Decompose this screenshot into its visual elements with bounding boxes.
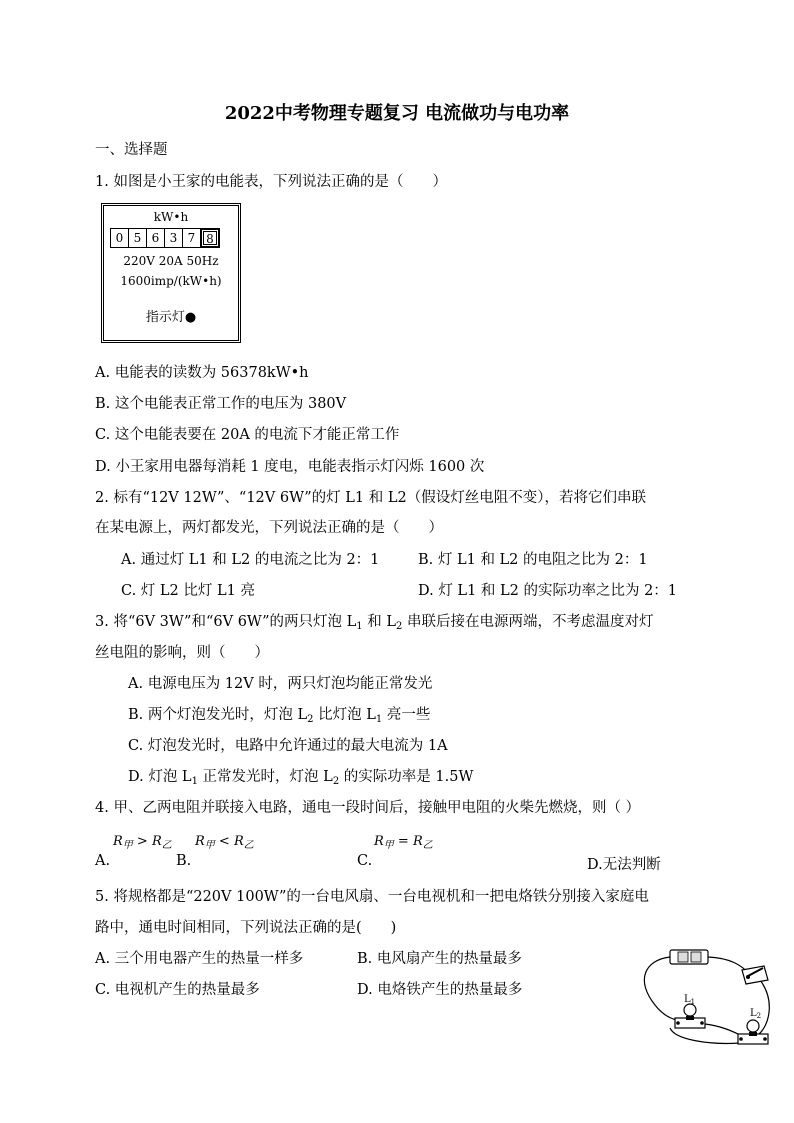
q2-stem-line1: 2. 标有“12V 12W”、“12V 6W”的灯 L1 和 L2（假设灯丝电阻不变），若将它们串联 (95, 490, 646, 506)
electric-meter-figure (101, 203, 241, 343)
section-heading: 一、选择题 (95, 142, 168, 158)
label-part: L (684, 994, 691, 1005)
q3-option-part: 的实际功率是 1.5W (339, 769, 474, 785)
meter-spec-constant: 1600imp/(kW•h) (120, 274, 222, 288)
subscript: 2 (307, 714, 314, 725)
q3-option-c: C. 灯泡发光时，电路中允许通过的最大电流为 1A (128, 738, 448, 754)
q1-option-d: D. 小王家用电器每消耗 1 度电，电能表指示灯闪烁 1600 次 (95, 459, 485, 475)
q3-option-b (128, 703, 430, 725)
lamp-l2-label (750, 1008, 761, 1020)
q4-option-b: B. (176, 853, 192, 869)
q3-option-part: 亮一些 (382, 707, 431, 723)
subscript: 乙 (243, 840, 254, 851)
q4-option-a: A. (95, 853, 111, 869)
q5-stem-line2: 路中，通电时间相同，下列说法正确的是( ) (95, 920, 397, 936)
q3-option-part: 比灯泡 L (313, 707, 376, 723)
subscript: 1 (375, 714, 383, 725)
q5-option-c: C. 电视机产生的热量最多 (95, 982, 260, 998)
subscript: 1 (356, 621, 363, 632)
q2-option-d: D. 灯 L1 和 L2 的实际功率之比为 2：1 (418, 583, 678, 599)
formula-part: R (233, 834, 244, 849)
wire (644, 957, 685, 1022)
meter-indicator-label: 指示灯● (145, 310, 197, 325)
q4-formula-a (113, 834, 172, 851)
lamp-l1-label (684, 994, 695, 1006)
q1-option-c: C. 这个电能表要在 20A 的电流下才能正常工作 (95, 427, 400, 443)
subscript: 2 (395, 621, 403, 632)
q3-stem-line1 (95, 610, 653, 632)
q1-option-a: A. 电能表的读数为 56378kW•h (95, 365, 309, 381)
q3-stem-line2: 丝电阻的影响，则（ ） (95, 645, 269, 661)
q4-stem: 4. 甲、乙两电阻并联接入电路，通电一段时间后，接触甲电阻的火柴先燃烧，则（ ） (95, 800, 641, 816)
subscript: 1 (191, 776, 198, 787)
meter-unit: kW•h (153, 210, 189, 224)
q3-option-part: B. 两个灯泡发光时，灯泡 L (128, 707, 308, 723)
q3-option-part: 正常发光时，灯泡 L (197, 769, 333, 785)
battery-icon (670, 950, 708, 964)
label-part: L (750, 1008, 757, 1019)
subscript: 2 (332, 776, 340, 787)
q3-stem-part: 3. 将“6V 3W”和“6V 6W”的两只灯泡 L (95, 614, 357, 630)
formula-part: R (412, 834, 423, 849)
q4-option-d: D.无法判断 (587, 857, 661, 873)
meter-digit: 0 (111, 229, 129, 247)
q4-formula-b (195, 834, 254, 851)
formula-part: R (374, 834, 384, 849)
subscript: 1 (690, 998, 696, 1006)
subscript: 甲 (204, 840, 215, 851)
lamp-l1-icon (675, 1004, 705, 1028)
q2-option-b: B. 灯 L1 和 L2 的电阻之比为 2：1 (418, 552, 648, 568)
q5-option-d: D. 电烙铁产生的热量最多 (357, 982, 523, 998)
formula-part: R (195, 834, 205, 849)
formula-part: R (113, 834, 123, 849)
q1-stem: 1. 如图是小王家的电能表，下列说法正确的是（ ） (95, 174, 447, 190)
q2-option-c: C. 灯 L2 比灯 L1 亮 (121, 583, 255, 599)
wire (705, 1024, 740, 1035)
q3-option-d (128, 765, 473, 787)
meter-digit: 5 (129, 229, 147, 247)
q3-option-a: A. 电源电压为 12V 时，两只灯泡均能正常发光 (128, 676, 433, 692)
subscript: 甲 (122, 840, 133, 851)
formula-part: < (214, 834, 234, 849)
lamp-l2-icon (738, 1020, 768, 1044)
q5-stem-line1: 5. 将规格都是“220V 100W”的一台电风扇、一台电视机和一把电烙铁分别接入家庭电 (95, 889, 649, 905)
q2-option-a: A. 通过灯 L1 和 L2 的电流之比为 2：1 (121, 552, 380, 568)
q3-stem-part: 和 L (362, 614, 396, 630)
q5-option-b: B. 电风扇产生的热量最多 (357, 951, 522, 967)
q2-stem-line2: 在某电源上，两灯都发光，下列说法正确的是（ ） (95, 520, 443, 536)
meter-digit: 6 (147, 229, 165, 247)
meter-digit: 8 (201, 229, 219, 247)
series-circuit-figure (630, 940, 780, 1055)
subscript: 乙 (161, 840, 172, 851)
q3-stem-part: 串联后接在电源两端，不考虑温度对灯 (402, 614, 654, 630)
meter-digits (110, 228, 220, 248)
wire (758, 980, 769, 1035)
q3-option-part: D. 灯泡 L (128, 769, 192, 785)
formula-part: > (132, 834, 152, 849)
subscript: 2 (756, 1012, 762, 1020)
switch-icon (742, 966, 768, 984)
meter-digit: 7 (183, 229, 201, 247)
subscript: 乙 (422, 840, 433, 851)
q4-formula-c (374, 834, 433, 851)
subscript: 甲 (383, 840, 394, 851)
page-title: 2022中考物理专题复习 电流做功与电功率 (224, 103, 570, 124)
q5-option-a: A. 三个用电器产生的热量一样多 (95, 951, 304, 967)
q4-option-c: C. (357, 853, 373, 869)
meter-spec-rating: 220V 20A 50Hz (123, 254, 219, 268)
q1-option-b: B. 这个电能表正常工作的电压为 380V (95, 396, 347, 412)
formula-part: = (393, 834, 413, 849)
meter-digit: 3 (165, 229, 183, 247)
formula-part: R (151, 834, 162, 849)
